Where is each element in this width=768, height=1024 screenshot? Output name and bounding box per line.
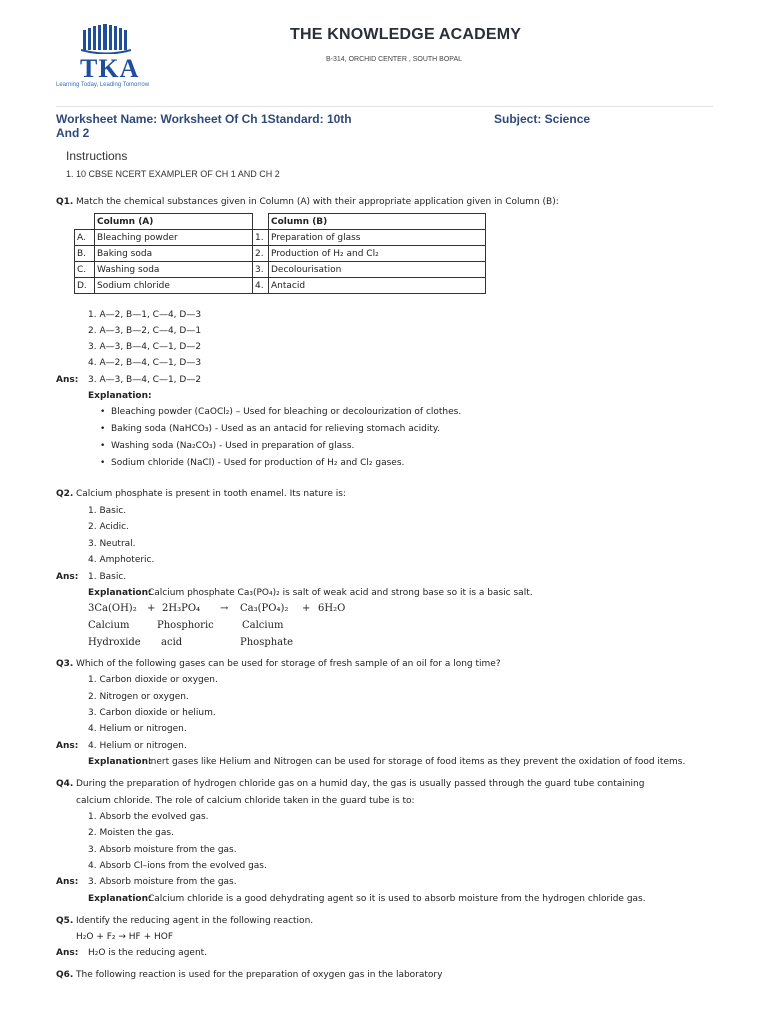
equation-reactant: 2H₃PO₄: [162, 603, 201, 614]
table-row: [75, 230, 486, 246]
option: 3. Neutral.: [88, 539, 136, 549]
table-cell: D.: [75, 278, 95, 294]
table-cell: 2.: [253, 246, 269, 262]
answer-text: 3. A—3, B—4, C—1, D—2: [88, 375, 202, 385]
answer-text: 1. Basic.: [88, 572, 127, 582]
table-cell: Bleaching powder: [95, 230, 253, 246]
explanation-bullet: • Washing soda (Na₂CO₃) - Used in preparation of glass.: [111, 441, 354, 451]
option: 1. Basic.: [88, 506, 127, 516]
column-b-header: Column (B): [269, 214, 486, 230]
question-text: calcium chloride. The role of calcium chloride taken in the guard tube is to:: [76, 796, 415, 806]
answer-label: Ans:: [56, 948, 79, 958]
worksheet-name-line2: And 2: [56, 126, 90, 140]
equation-arrow: →: [220, 603, 229, 614]
explanation-text: Calcium chloride is a good dehydrating agent so it is used to absorb moisture from the hydrogen chloride gas.: [148, 894, 646, 904]
table-row: [75, 262, 486, 278]
equation-product: 6H₂O: [318, 603, 346, 614]
option: 3. A—3, B—4, C—1, D—2: [88, 342, 202, 352]
table-cell: B.: [75, 246, 95, 262]
table-cell: Decolourisation: [269, 262, 486, 278]
equation-reactant: 3Ca(OH)₂: [88, 603, 137, 614]
question-text: Match the chemical substances given in Column (A) with their appropriate application given in Column (B):: [76, 197, 559, 207]
table-header-row: [75, 214, 486, 230]
question-text: The following reaction is used for the preparation of oxygen gas in the laboratory: [76, 970, 443, 980]
books-logo-icon: [81, 24, 131, 54]
table-cell: Preparation of glass: [269, 230, 486, 246]
explanation-bullet: • Sodium chloride (NaCl) - Used for production of H₂ and Cl₂ gases.: [111, 458, 404, 468]
option: 4. Absorb Cl–ions from the evolved gas.: [88, 861, 267, 871]
table-row: [75, 246, 486, 262]
option: 3. Carbon dioxide or helium.: [88, 708, 216, 718]
equation-name: Phosphoric: [157, 620, 214, 631]
question-number: Q6.: [56, 970, 74, 980]
option: 1. A—2, B—1, C—4, D—3: [88, 310, 202, 320]
equation-plus: +: [147, 603, 156, 614]
equation-name: Calcium: [242, 620, 284, 631]
question-number: Q1.: [56, 197, 74, 207]
option: 3. Absorb moisture from the gas.: [88, 845, 237, 855]
logo-tagline: Learning Today, Leading Tomorrow: [56, 82, 150, 88]
academy-logo: [56, 24, 166, 94]
answer-text: 3. Absorb moisture from the gas.: [88, 877, 237, 887]
option: 2. A—3, B—2, C—4, D—1: [88, 326, 202, 336]
equation-name: Phosphate: [240, 637, 294, 648]
table-cell: Washing soda: [95, 262, 253, 278]
school-address: B-314, ORCHID CENTER , SOUTH BOPAL: [326, 56, 463, 63]
option: 1. Absorb the evolved gas.: [88, 812, 209, 822]
equation-name: Hydroxide: [88, 637, 141, 648]
explanation-label: Explanation:: [88, 757, 152, 767]
reaction-equation: H₂O + F₂ → HF + HOF: [76, 932, 174, 942]
explanation-label: Explanation:: [88, 894, 152, 904]
table-cell: Sodium chloride: [95, 278, 253, 294]
equation-product: Ca₃(PO₄)₂: [240, 603, 289, 614]
question-text: Identify the reducing agent in the following reaction.: [76, 916, 314, 926]
option: 2. Moisten the gas.: [88, 828, 174, 838]
option: 4. A—2, B—4, C—1, D—3: [88, 358, 202, 368]
logo-text: TKA: [80, 54, 140, 83]
answer-label: Ans:: [56, 741, 79, 751]
worksheet-name: [56, 112, 376, 140]
question-text: Calcium phosphate is present in tooth enamel. Its nature is:: [76, 489, 346, 499]
option: 2. Nitrogen or oxygen.: [88, 692, 189, 702]
answer-text: H₂O is the reducing agent.: [88, 948, 208, 958]
table-row: [75, 278, 486, 294]
column-a-header: Column (A): [95, 214, 253, 230]
equation-name: Calcium: [88, 620, 130, 631]
explanation-bullet: • Baking soda (NaHCO₃) - Used as an antacid for relieving stomach acidity.: [111, 424, 440, 434]
instructions-text: 1. 10 CBSE NCERT EXAMPLER OF CH 1 AND CH 2: [66, 169, 280, 179]
explanation-text: Inert gases like Helium and Nitrogen can be used for storage of food items as they prevent the oxidation of food items.: [148, 757, 686, 767]
match-table: [74, 213, 486, 294]
answer-label: Ans:: [56, 572, 79, 582]
header-divider: [56, 106, 713, 107]
explanation-text: Calcium phosphate Ca₃(PO₄)₂ is salt of weak acid and strong base so it is a basic salt.: [148, 588, 533, 598]
answer-label: Ans:: [56, 877, 79, 887]
table-cell: Production of H₂ and Cl₂: [269, 246, 486, 262]
table-cell: A.: [75, 230, 95, 246]
equation-plus: +: [302, 603, 311, 614]
subject-label: Subject: Science: [494, 112, 591, 126]
table-cell: 4.: [253, 278, 269, 294]
explanation-bullet: • Bleaching powder (CaOCl₂) – Used for bleaching or decolourization of clothes.: [111, 407, 461, 417]
option: 2. Acidic.: [88, 522, 129, 532]
school-name: THE KNOWLEDGE ACADEMY: [290, 26, 522, 43]
table-cell: C.: [75, 262, 95, 278]
instructions-title: Instructions: [66, 149, 128, 163]
worksheet-name-line1: Worksheet Name: Worksheet Of Ch 1Standard: 10th: [56, 112, 352, 126]
table-cell: Baking soda: [95, 246, 253, 262]
table-cell: 1.: [253, 230, 269, 246]
answer-text: 4. Helium or nitrogen.: [88, 741, 187, 751]
table-cell: 3.: [253, 262, 269, 278]
option: 4. Amphoteric.: [88, 555, 155, 565]
table-cell: Antacid: [269, 278, 486, 294]
equation-name: acid: [161, 637, 183, 648]
explanation-label: Explanation:: [88, 391, 152, 401]
answer-label: Ans:: [56, 375, 79, 385]
question-text: During the preparation of hydrogen chloride gas on a humid day, the gas is usually passed through the guard tube containing: [76, 779, 645, 789]
question-text: Which of the following gases can be used for storage of fresh sample of an oil for a long time?: [76, 659, 501, 669]
question-number: Q2.: [56, 489, 74, 499]
explanation-label: Explanation:: [88, 588, 152, 598]
question-number: Q5.: [56, 916, 74, 926]
question-number: Q3.: [56, 659, 74, 669]
option: 1. Carbon dioxide or oxygen.: [88, 675, 218, 685]
option: 4. Helium or nitrogen.: [88, 724, 187, 734]
question-number: Q4.: [56, 779, 74, 789]
